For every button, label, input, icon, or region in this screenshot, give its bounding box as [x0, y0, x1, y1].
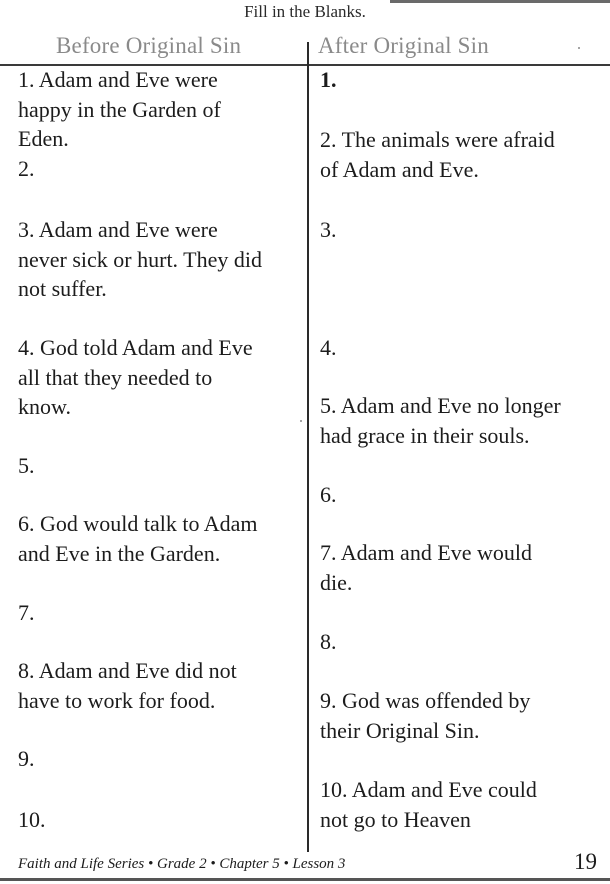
right-item-7-line-1: 7. Adam and Eve would	[320, 540, 533, 565]
left-item-4-line-2: all that they needed to	[18, 364, 213, 390]
right-item-5	[320, 391, 561, 450]
left-item-8-line-2: have to work for food.	[18, 687, 216, 713]
right-item-7	[320, 538, 532, 597]
right-item-8	[320, 627, 337, 657]
right-item-9-line-2: their Original Sin.	[320, 717, 480, 743]
left-item-1-line-2: happy in the Garden of	[18, 96, 221, 122]
left-item-3-line-1: 3. Adam and Eve were	[18, 217, 218, 242]
footer-series: Faith and Life Series • Grade 2 • Chapter 5 • Lesson 3	[18, 856, 346, 872]
right-item-8-line-1: 8.	[320, 629, 337, 654]
scan-speck	[300, 420, 302, 422]
right-item-2	[320, 125, 555, 184]
right-item-5-line-2: had grace in their souls.	[320, 422, 530, 448]
left-item-7	[18, 598, 35, 628]
left-item-4	[18, 333, 253, 422]
left-item-9	[18, 744, 35, 774]
left-item-2-line-1: 2.	[18, 156, 35, 181]
left-item-6-line-1: 6. God would talk to Adam	[18, 511, 258, 536]
left-item-6-line-2: and Eve in the Garden.	[18, 540, 221, 566]
left-item-1-line-1: 1. Adam and Eve were	[18, 67, 218, 92]
left-item-1	[18, 65, 221, 154]
left-item-8	[18, 656, 237, 715]
left-item-5-line-1: 5.	[18, 453, 35, 478]
page-number: 19	[574, 849, 597, 874]
scan-speck	[578, 47, 580, 49]
right-item-10	[320, 775, 537, 834]
left-item-1-line-3: Eden.	[18, 126, 69, 151]
bottom-edge-rule	[0, 878, 610, 881]
right-item-4-line-1: 4.	[320, 335, 337, 360]
right-item-3-line-1: 3.	[320, 217, 337, 242]
right-item-9-line-1: 9. God was offended by	[320, 688, 531, 713]
left-item-10	[18, 805, 46, 835]
right-item-5-line-1: 5. Adam and Eve no longer	[320, 393, 561, 418]
right-item-7-line-2: die.	[320, 569, 353, 595]
left-item-4-line-3: know.	[18, 394, 71, 419]
right-item-6	[320, 480, 337, 510]
left-item-5	[18, 451, 35, 481]
right-item-2-line-1: 2. The animals were afraid	[320, 127, 555, 152]
right-item-6-line-1: 6.	[320, 482, 337, 507]
left-item-3-line-3: not suffer.	[18, 276, 107, 301]
right-item-4	[320, 333, 337, 363]
left-item-6	[18, 509, 258, 568]
left-item-2	[18, 154, 35, 184]
right-item-10-line-1: 10. Adam and Eve could	[320, 777, 537, 802]
right-item-2-line-2: of Adam and Eve.	[320, 156, 479, 182]
left-item-3	[18, 215, 262, 304]
left-item-10-line-1: 10.	[18, 807, 46, 832]
left-item-9-line-1: 9.	[18, 746, 35, 771]
right-item-1	[320, 65, 337, 95]
right-item-10-line-2: not go to Heaven	[320, 806, 471, 832]
left-item-3-line-2: never sick or hurt. They did	[18, 246, 262, 272]
right-column-header: After Original Sin	[318, 33, 489, 58]
right-item-3	[320, 215, 337, 245]
left-item-7-line-1: 7.	[18, 600, 35, 625]
page-title: Fill in the Blanks.	[244, 2, 366, 21]
left-item-4-line-1: 4. God told Adam and Eve	[18, 335, 253, 360]
column-divider	[307, 42, 309, 852]
right-item-1-line-1: 1.	[320, 67, 337, 92]
left-column-header: Before Original Sin	[56, 33, 242, 58]
right-item-9	[320, 686, 530, 745]
left-item-8-line-1: 8. Adam and Eve did not	[18, 658, 237, 683]
